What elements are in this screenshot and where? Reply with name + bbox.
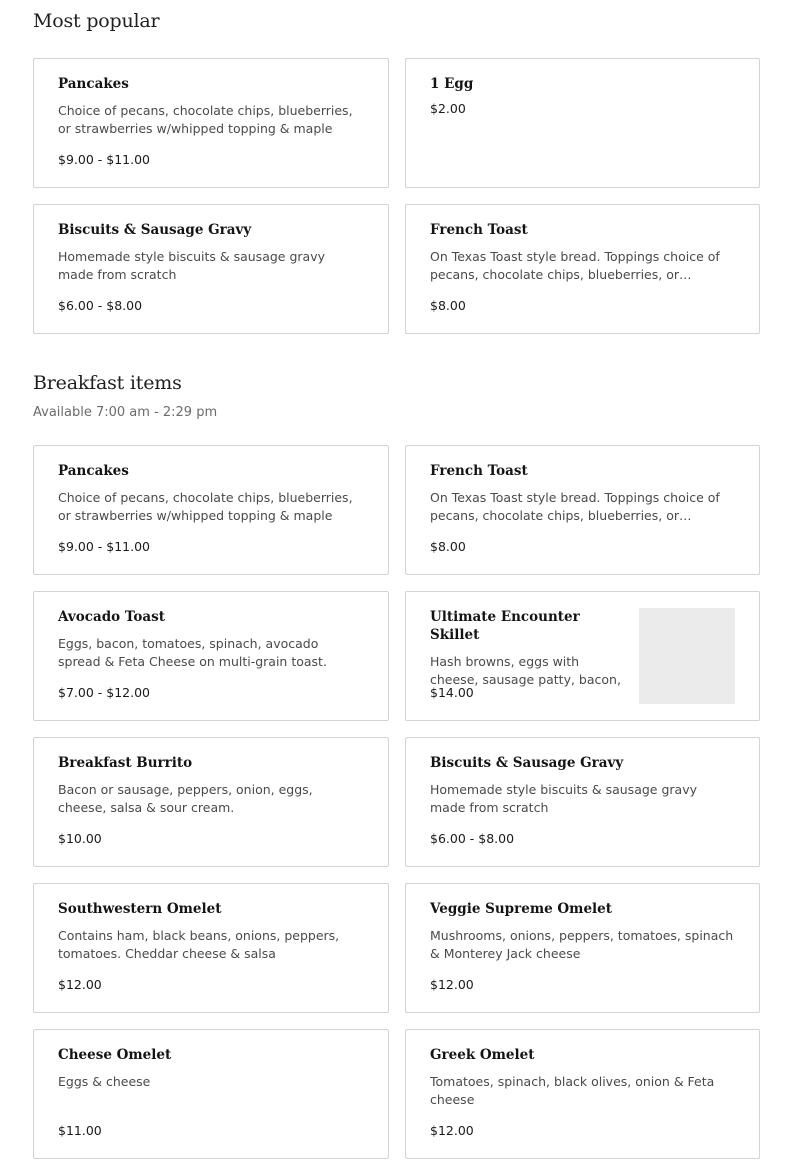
menu-item-name: Southwestern Omelet	[58, 901, 222, 917]
menu-item-image	[639, 608, 735, 704]
menu-item-card[interactable]	[405, 204, 760, 334]
menu-item-name: Pancakes	[58, 76, 129, 92]
section-title: Most popular	[33, 10, 160, 32]
menu-item-name: 1 Egg	[430, 76, 474, 92]
menu-item-card[interactable]	[33, 883, 389, 1013]
menu-grid	[33, 445, 760, 1159]
section-most-popular	[33, 10, 760, 313]
menu-item-description: Contains ham, black beans, onions, peppers, tomatoes. Cheddar cheese & salsa	[58, 928, 340, 961]
menu-item-card[interactable]	[33, 58, 389, 188]
menu-item-description: Homemade style biscuits & sausage gravy made from scratch	[58, 249, 325, 282]
menu-item-card[interactable]	[33, 204, 389, 334]
section-breakfast-items	[33, 372, 760, 1138]
menu-item-price: $9.00 - $11.00	[58, 539, 150, 554]
section-title: Breakfast items	[33, 372, 182, 394]
menu-item-description: Tomatoes, spinach, black olives, onion & Feta cheese	[430, 1074, 715, 1107]
menu-item-card[interactable]	[33, 737, 389, 867]
menu-item-price: $7.00 - $12.00	[58, 685, 150, 700]
menu-item-price: $8.00	[430, 298, 466, 313]
menu-item-price: $14.00	[430, 685, 474, 700]
menu-item-description: Choice of pecans, chocolate chips, blueberries, or strawberries w/whipped topping & maple	[58, 490, 353, 523]
menu-item-price: $6.00 - $8.00	[430, 831, 515, 846]
menu-item-price: $11.00	[58, 1123, 102, 1138]
menu-item-name: Avocado Toast	[58, 609, 165, 625]
menu-item-price: $12.00	[430, 1123, 474, 1138]
menu-item-price: $9.00 - $11.00	[58, 152, 150, 167]
menu-item-name: Biscuits & Sausage Gravy	[58, 222, 252, 238]
menu-item-price: $10.00	[58, 831, 102, 846]
menu-item-price: $2.00	[430, 101, 466, 116]
menu-item-price: $8.00	[430, 539, 466, 554]
availability-hours: Available 7:00 am - 2:29 pm	[33, 405, 218, 420]
menu-item-description: On Texas Toast style bread. Toppings choice of pecans, chocolate chips, blueberries, or…	[430, 249, 720, 282]
menu-item-name: French Toast	[430, 222, 528, 238]
menu-item-card[interactable]	[405, 1029, 760, 1159]
menu-item-name: Breakfast Burrito	[58, 755, 193, 771]
menu-item-description: Hash browns, eggs with cheese, sausage patty, bacon,	[430, 654, 621, 687]
menu-item-description: Homemade style biscuits & sausage gravy made from scratch	[430, 782, 697, 815]
menu-item-description: Bacon or sausage, peppers, onion, eggs, cheese, salsa & sour cream.	[58, 782, 313, 815]
menu-item-card[interactable]	[405, 591, 760, 721]
menu-item-card[interactable]	[33, 591, 389, 721]
menu-item-name: Biscuits & Sausage Gravy	[430, 755, 624, 771]
menu-item-name: Pancakes	[58, 463, 129, 479]
menu-item-card[interactable]	[33, 1029, 389, 1159]
menu-item-card[interactable]	[33, 445, 389, 575]
menu-item-price: $6.00 - $8.00	[58, 298, 143, 313]
menu-item-card[interactable]	[405, 445, 760, 575]
menu-item-name: Veggie Supreme Omelet	[430, 901, 612, 917]
menu-item-name: Greek Omelet	[430, 1047, 535, 1063]
menu-item-price: $12.00	[430, 977, 474, 992]
menu-item-name: French Toast	[430, 463, 528, 479]
menu-item-description: Choice of pecans, chocolate chips, blueberries, or strawberries w/whipped topping & maple	[58, 103, 353, 136]
menu-item-description: Eggs, bacon, tomatoes, spinach, avocado spread & Feta Cheese on multi-grain toast.	[58, 636, 327, 669]
menu-item-name: Cheese Omelet	[58, 1047, 172, 1063]
menu-item-card[interactable]	[405, 58, 760, 188]
menu-item-name: Ultimate Encounter Skillet	[430, 609, 580, 643]
menu-grid	[33, 58, 760, 334]
menu-item-description: Mushrooms, onions, peppers, tomatoes, spinach & Monterey Jack cheese	[430, 928, 734, 961]
menu-item-description: On Texas Toast style bread. Toppings choice of pecans, chocolate chips, blueberries, or…	[430, 490, 720, 523]
menu-item-card[interactable]	[405, 737, 760, 867]
menu-item-description: Eggs & cheese	[58, 1074, 151, 1089]
menu-item-price: $12.00	[58, 977, 102, 992]
menu-item-card[interactable]	[405, 883, 760, 1013]
